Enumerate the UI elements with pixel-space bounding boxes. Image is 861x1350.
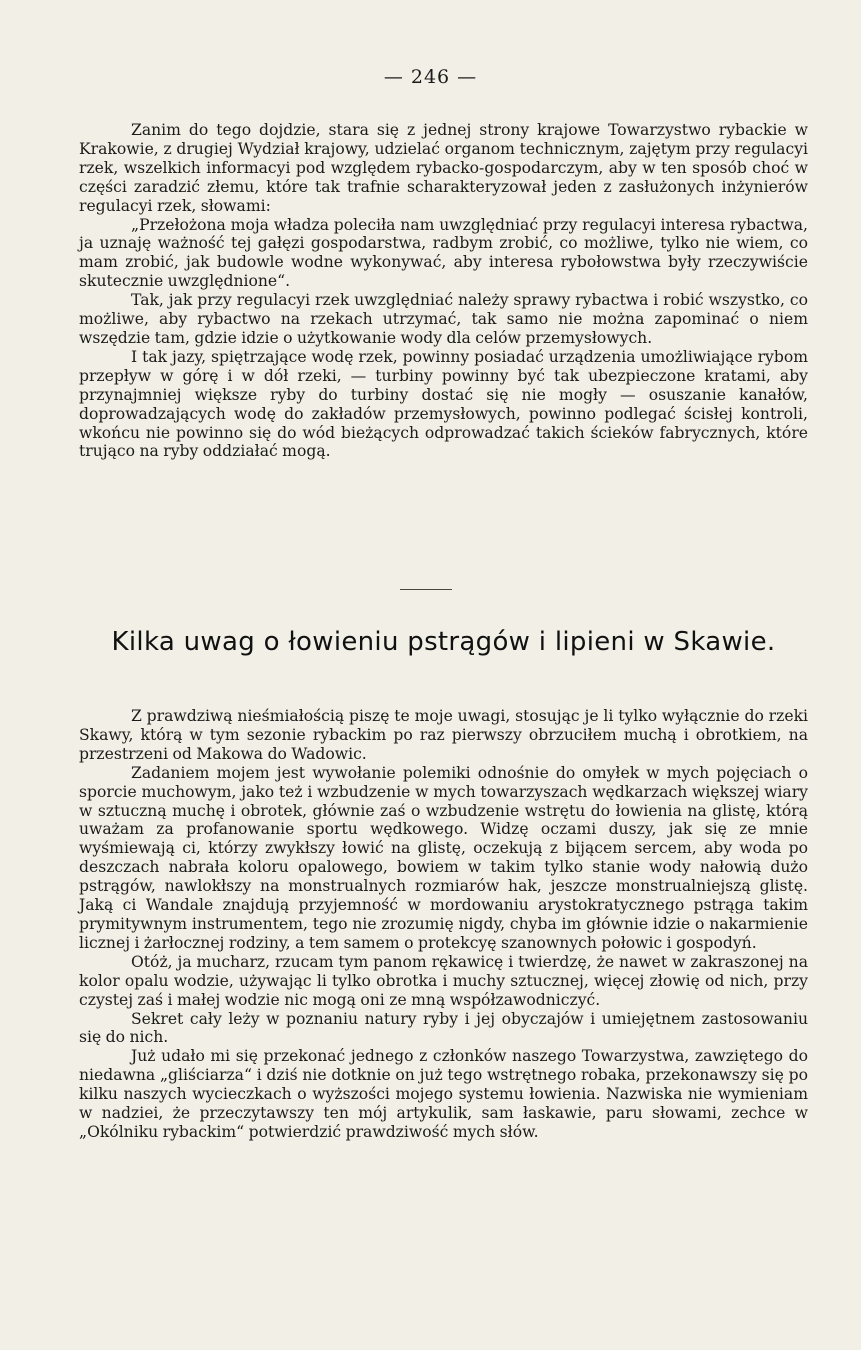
body-text-article	[79, 707, 808, 1142]
page-number: — 246 —	[383, 66, 478, 88]
body-text-top	[79, 121, 808, 461]
paragraph: Zanim do tego dojdzie, stara się z jednej strony krajowe Towarzystwo rybackie w Krakowie, z drugiej Wydział krajowy, udzielać organom technicznym, zajętym przy regulacyi rzek, wszelkich informacyi pod względem rybacko-gospodarczym, aby w ten sposób choć w części zaradzić złemu, które tak trafnie scharakteryzował jeden z zasłużonych inżynierów regulacyi rzek, słowami:	[79, 121, 808, 215]
paragraph: Otóż, ja mucharz, rzucam tym panom rękawicę i twierdzę, że nawet w zakraszonej na kolor opalu wodzie, używając li tylko obrotka i muchy sztucznej, więcej złowię od nich, przy czystej zaś i małej wodzie nic mogą oni ze mną współzawodniczyć.	[79, 952, 808, 1009]
paragraph: Tak, jak przy regulacyi rzek uwzględniać należy sprawy rybactwa i robić wszystko, co możliwe, aby rybactwo na rzekach utrzymać, tak samo nie można zapominać o niem wszędzie tam, gdzie idzie o użytkowanie wody dla celów przemysłowych.	[79, 291, 808, 347]
paragraph: I tak jazy, spiętrzające wodę rzek, powinny posiadać urządzenia umożliwiające rybom przepływ w górę i w dół rzeki, — turbiny powinny być tak ubezpieczone kratami, aby przynajmniej większe ryby do turbiny dostać się nie mogły — osuszanie kanałów, doprowadzających wodę do zakładów przemysłowych, powinno podlegać ścisłej kontroli, wkońcu nie powinno się do wód bieżących odprowadzać takich ścieków fabrycznych, które trująco na ryby oddziałać mogą.	[79, 347, 808, 461]
paragraph: Z prawdziwą nieśmiałością piszę te moje uwagi, stosując je li tylko wyłącznie do rzeki Skawy, którą w tym sezonie rybackim po raz pierwszy obrzuciłem muchą i obrotkiem, na przestrzeni od Makowa do Wadowic.	[79, 707, 808, 763]
article-title: Kilka uwag o łowieniu pstrągów i lipieni w Skawie.	[111, 627, 776, 657]
paragraph: Sekret cały leży w poznaniu natury ryby i jej obyczajów i umiejętnem zastosowaniu się do nich.	[79, 1009, 808, 1047]
paragraph: Zadaniem mojem jest wywołanie polemiki odnośnie do omyłek w mych pojęciach o sporcie muchowym, jako też i wzbudzenie w mych towarzyszach wędkarzach większej wiary w sztuczną muchę i obrotek, głównie zaś o wzbudzenie wstrętu do łowienia na glistę, którą uważam za profanowanie sportu wędkowego. Widzę oczami duszy, jak się ze mnie wyśmiewają ci, którzy zwykłszy łowić na glistę, oczekują z bijącem sercem, aby woda po deszczach nabrała koloru opalowego, bowiem w takim tylko stanie wody nałowią dużo pstrągów, nawlokłszy na monstrualnych rozmiarów hak, jeszcze monstrualniejszą glistę. Jaką ci Wandale znajdują przyjemność w mordowaniu arystokratycznego pstrąga takim prymitywnym instrumentem, tego nie zrozumię nigdy, chyba im głównie idzie o nakarmienie licznej i żarłocznej rodziny, a tem samem o protekcyę szanownych połowic i gospodyń.	[79, 763, 808, 952]
section-divider	[400, 589, 452, 590]
paragraph: „Przełożona moja władza poleciła nam uwzględniać przy regulacyi interesa rybactwa, ja uznaję ważność tej gałęzi gospodarstwa, radbym zrobić, co możliwe, tylko nie wiem, co mam zrobić, jak budowle wodne wykonywać, aby interesa rybołowstwa były rzeczywiście skutecznie uwzględnione“.	[79, 215, 808, 291]
paragraph: Już udało mi się przekonać jednego z członków naszego Towarzystwa, zawziętego do niedawna „gliściarza“ i dziś nie dotknie on już tego wstrętnego robaka, przekonawszy się po kilku naszych wycieczkach o wyższości mojego systemu łowienia. Nazwiska nie wymieniam w nadziei, że przeczytawszy ten mój artykulik, sam łaskawie, paru słowami, zechce w „Okólniku rybackim“ potwierdzić prawdziwość mych słów.	[79, 1047, 808, 1141]
